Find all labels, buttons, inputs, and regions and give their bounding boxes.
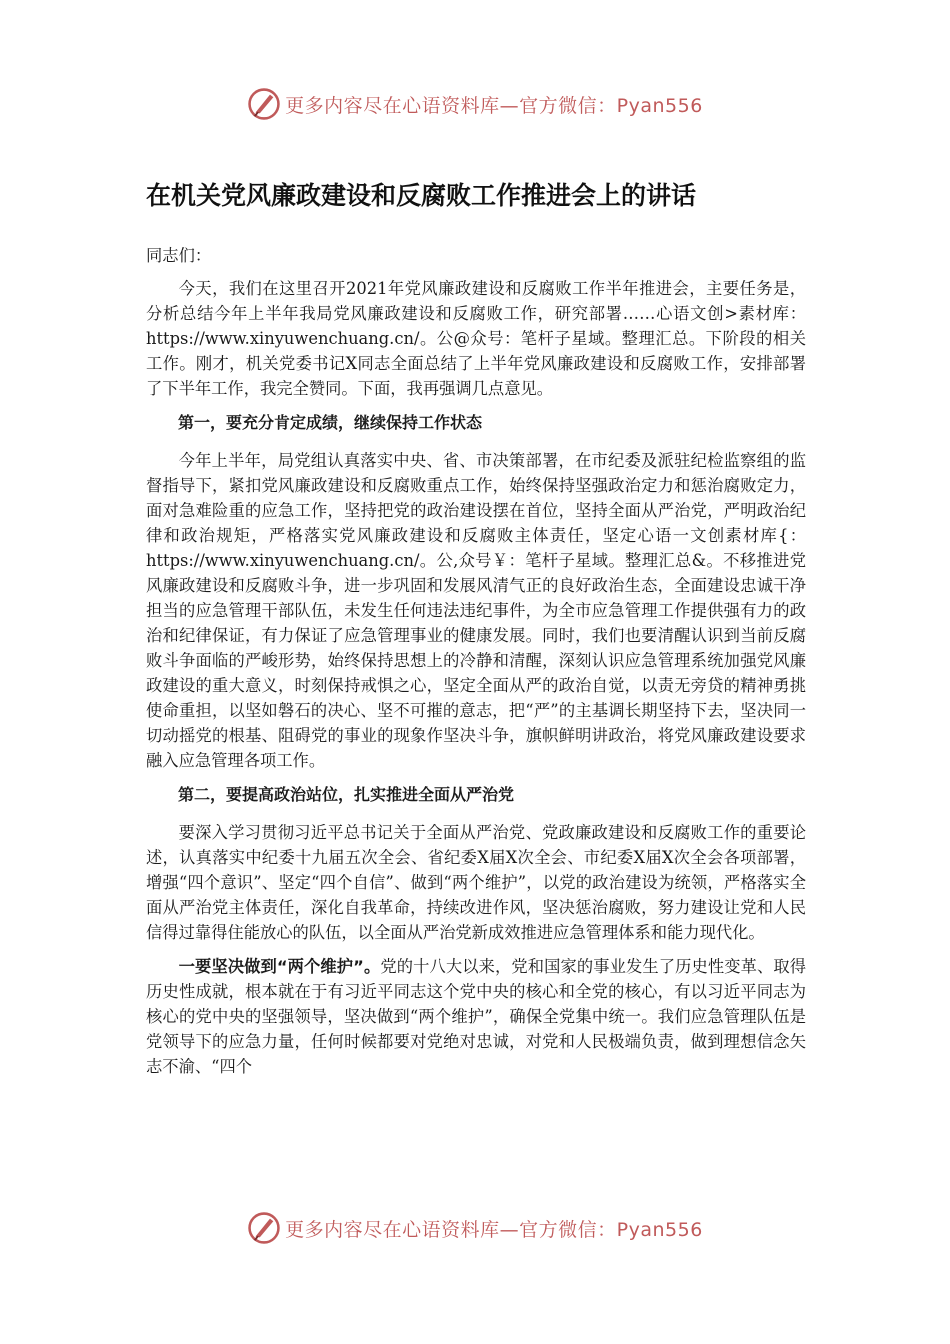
point-1-body: 党的十八大以来，党和国家的事业发生了历史性变革、取得历史性成就，根本就在于有习近平同志这个党中央的核心和全党的核心，有以习近平同志为核心的党中央的坚强领导，坚决做到“两个维护”，确保全党集中统一。我们应急管理队伍是党领导下的应急力量，任何时候都要对党绝对忠诚，对党和人民极端负责，做到理想信念矢志不渝、“四个: [146, 957, 806, 1076]
quill-logo-icon: [247, 1211, 281, 1245]
salutation: 同志们：: [146, 246, 212, 265]
point-1-paragraph: [146, 954, 806, 1079]
point-1-lead: 一要坚决做到“两个维护”。: [178, 957, 381, 976]
banner-text: 更多内容尽在心语资料库—官方微信：Pyan556: [285, 94, 703, 117]
header-banner: [0, 84, 950, 124]
section-2-paragraph: 要深入学习贯彻习近平总书记关于全面从严治党、党政廉政建设和反腐败工作的重要论述，认真落实中纪委十九届五次全会、省纪委X届X次全会、市纪委X届X次全会各项部署，增强“四个意识”、坚定“四个自信”、做到“两个维护”，以党的政治建设为统领，严格落实全面从严治党主体责任，深化自我革命，持续改进作风，坚决惩治腐败，努力建设让党和人民信得过靠得住能放心的队伍，以全面从严治党新成效推进应急管理体系和能力现代化。: [146, 823, 806, 942]
section-heading-1: 第一，要充分肯定成绩，继续保持工作状态: [178, 413, 483, 432]
banner-text: 更多内容尽在心语资料库—官方微信：Pyan556: [285, 1218, 703, 1241]
intro-paragraph: 今天，我们在这里召开2021年党风廉政建设和反腐败工作半年推进会，主要任务是，分析总结今年上半年我局党风廉政建设和反腐败工作，研究部署……心语文创>素材库：https://www.xinyuwenchuang.cn/。公@众号：笔杆子星域。整理汇总。下阶段的相关工作。刚才，机关党委书记X同志全面总结了上半年党风廉政建设和反腐败工作，安排部署了下半年工作，我完全赞同。下面，我再强调几点意见。: [146, 279, 806, 398]
footer-banner: [0, 1208, 950, 1248]
section-heading-2: 第二，要提高政治站位，扎实推进全面从严治党: [178, 785, 515, 804]
quill-logo-icon: [247, 87, 281, 121]
document-body: [146, 170, 806, 1088]
document-title: 在机关党风廉政建设和反腐败工作推进会上的讲话: [146, 181, 697, 210]
section-1-paragraph: 今年上半年，局党组认真落实中央、省、市决策部署，在市纪委及派驻纪检监察组的监督指导下，紧扣党风廉政建设和反腐败重点工作，始终保持坚强政治定力和惩治腐败定力，面对急难险重的应急工作，坚持把党的政治建设摆在首位，坚持全面从严治党，严明政治纪律和政治规矩，严格落实党风廉政建设和反腐败主体责任，坚定心语一文创素材库{：https://www.xinyuwenchuang.cn/。公,众号￥：笔杆子星域。整理汇总&。不移推进党风廉政建设和反腐败斗争，进一步巩固和发展风清气正的良好政治生态，全面建设忠诚干净担当的应急管理干部队伍，未发生任何违法违纪事件，为全市应急管理工作提供强有力的政治和纪律保证，有力保证了应急管理事业的健康发展。同时，我们也要清醒认识到当前反腐败斗争面临的严峻形势，始终保持思想上的冷静和清醒，深刻认识应急管理系统加强党风廉政建设的重大意义，时刻保持戒惧之心，坚定全面从严的政治自觉，以责无旁贷的精神勇挑使命重担，以坚如磐石的决心、坚不可摧的意志，把“严”的主基调长期坚持下去，坚决同一切动摇党的根基、阻碍党的事业的现象作坚决斗争，旗帜鲜明讲政治，将党风廉政建设要求融入应急管理各项工作。: [146, 451, 806, 770]
